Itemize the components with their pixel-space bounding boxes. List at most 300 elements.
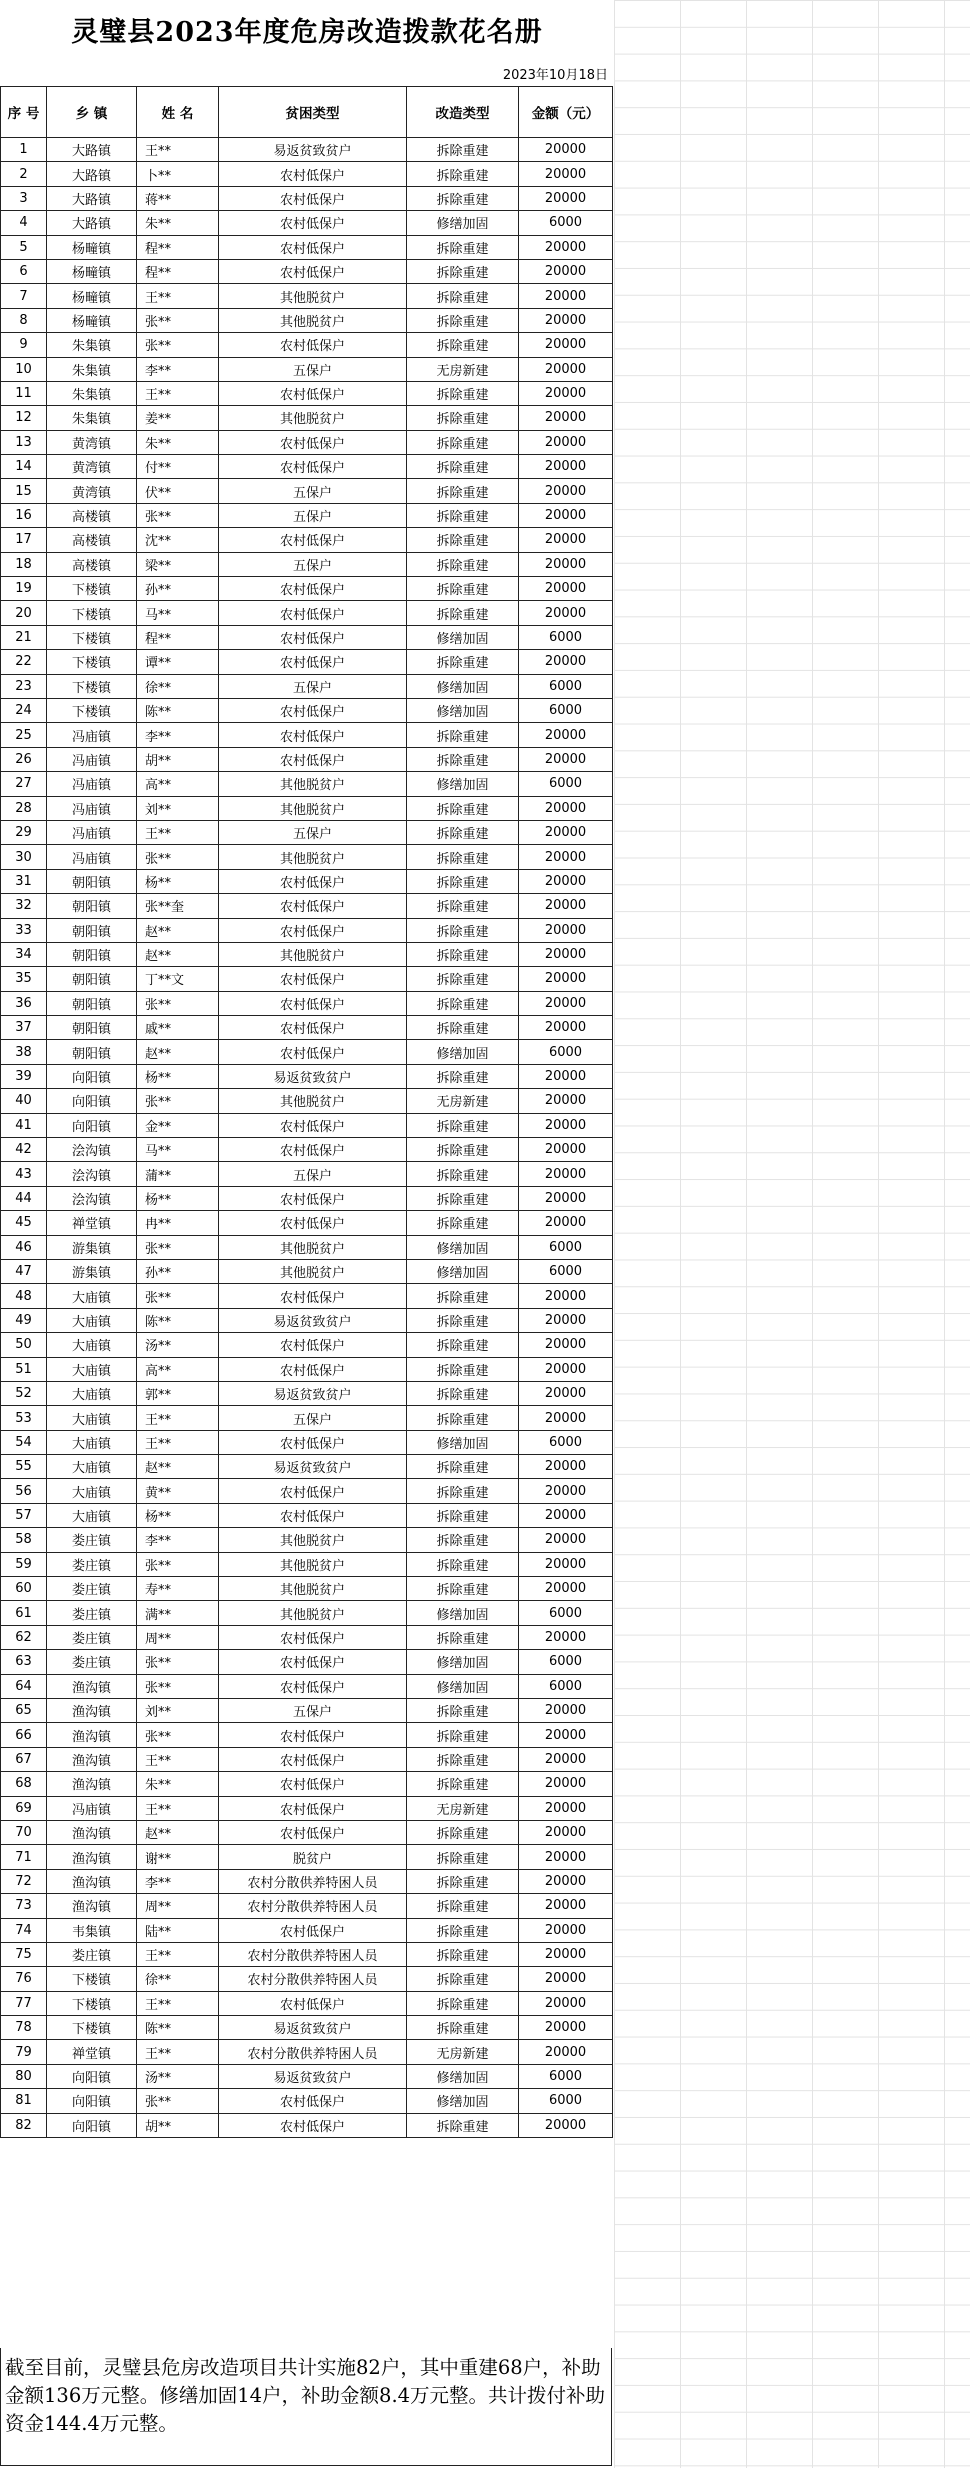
cell-index: 2 xyxy=(1,162,47,186)
cell-poverty-type: 易返贫致贫户 xyxy=(219,138,407,162)
cell-index: 43 xyxy=(1,1162,47,1186)
cell-township: 黄湾镇 xyxy=(47,479,137,503)
cell-township: 娄庄镇 xyxy=(47,1942,137,1966)
allocation-table xyxy=(0,86,613,2138)
cell-township: 下楼镇 xyxy=(47,2016,137,2040)
header-amount: 金额（元） xyxy=(519,87,613,138)
cell-index: 27 xyxy=(1,772,47,796)
cell-index: 5 xyxy=(1,235,47,259)
cell-name: 徐** xyxy=(137,674,219,698)
cell-renovation-type: 拆除重建 xyxy=(407,723,519,747)
table-row xyxy=(1,1333,613,1357)
cell-index: 60 xyxy=(1,1577,47,1601)
cell-township: 冯庙镇 xyxy=(47,796,137,820)
table-row xyxy=(1,747,613,771)
cell-poverty-type: 农村低保户 xyxy=(219,2113,407,2137)
cell-renovation-type: 拆除重建 xyxy=(407,918,519,942)
cell-renovation-type: 拆除重建 xyxy=(407,1186,519,1210)
cell-poverty-type: 五保户 xyxy=(219,820,407,844)
cell-poverty-type: 其他脱贫户 xyxy=(219,1089,407,1113)
cell-amount: 20000 xyxy=(519,430,613,454)
cell-index: 51 xyxy=(1,1357,47,1381)
cell-township: 朝阳镇 xyxy=(47,1040,137,1064)
cell-index: 14 xyxy=(1,455,47,479)
cell-amount: 6000 xyxy=(519,1259,613,1283)
table-row xyxy=(1,1601,613,1625)
cell-township: 大路镇 xyxy=(47,186,137,210)
cell-renovation-type: 拆除重建 xyxy=(407,503,519,527)
cell-index: 45 xyxy=(1,1211,47,1235)
table-row xyxy=(1,601,613,625)
cell-renovation-type: 拆除重建 xyxy=(407,1894,519,1918)
table-row xyxy=(1,235,613,259)
table-row xyxy=(1,552,613,576)
cell-amount: 20000 xyxy=(519,894,613,918)
cell-poverty-type: 农村低保户 xyxy=(219,1016,407,1040)
cell-name: 梁** xyxy=(137,552,219,576)
cell-name: 伏** xyxy=(137,479,219,503)
cell-amount: 20000 xyxy=(519,308,613,332)
cell-name: 王** xyxy=(137,1796,219,1820)
table-row xyxy=(1,2040,613,2064)
cell-name: 王** xyxy=(137,284,219,308)
cell-amount: 20000 xyxy=(519,942,613,966)
cell-poverty-type: 农村低保户 xyxy=(219,162,407,186)
table-row xyxy=(1,138,613,162)
cell-poverty-type: 其他脱贫户 xyxy=(219,796,407,820)
table-row xyxy=(1,333,613,357)
cell-index: 25 xyxy=(1,723,47,747)
table-row xyxy=(1,1942,613,1966)
cell-amount: 20000 xyxy=(519,1699,613,1723)
cell-name: 汤** xyxy=(137,2064,219,2088)
cell-amount: 20000 xyxy=(519,2040,613,2064)
cell-poverty-type: 农村低保户 xyxy=(219,455,407,479)
cell-renovation-type: 拆除重建 xyxy=(407,1918,519,1942)
cell-township: 大庙镇 xyxy=(47,1430,137,1454)
cell-poverty-type: 易返贫致贫户 xyxy=(219,2064,407,2088)
cell-name: 张** xyxy=(137,333,219,357)
cell-name: 郭** xyxy=(137,1381,219,1405)
cell-name: 张** xyxy=(137,1089,219,1113)
cell-name: 满** xyxy=(137,1601,219,1625)
cell-township: 朝阳镇 xyxy=(47,1016,137,1040)
cell-township: 冯庙镇 xyxy=(47,747,137,771)
cell-poverty-type: 脱贫户 xyxy=(219,1845,407,1869)
cell-name: 高** xyxy=(137,772,219,796)
cell-amount: 20000 xyxy=(519,601,613,625)
table-row xyxy=(1,698,613,722)
table-row xyxy=(1,1357,613,1381)
cell-township: 渔沟镇 xyxy=(47,1845,137,1869)
cell-renovation-type: 拆除重建 xyxy=(407,1162,519,1186)
cell-renovation-type: 拆除重建 xyxy=(407,1991,519,2015)
cell-name: 赵** xyxy=(137,1820,219,1844)
cell-poverty-type: 农村低保户 xyxy=(219,333,407,357)
cell-amount: 20000 xyxy=(519,186,613,210)
cell-amount: 20000 xyxy=(519,1308,613,1332)
cell-index: 9 xyxy=(1,333,47,357)
cell-name: 戚** xyxy=(137,1016,219,1040)
cell-name: 孙** xyxy=(137,1259,219,1283)
table-row xyxy=(1,308,613,332)
cell-renovation-type: 拆除重建 xyxy=(407,2016,519,2040)
cell-name: 马** xyxy=(137,1138,219,1162)
cell-renovation-type: 修缮加固 xyxy=(407,1674,519,1698)
cell-name: 陈** xyxy=(137,2016,219,2040)
cell-index: 46 xyxy=(1,1235,47,1259)
cell-amount: 20000 xyxy=(519,1479,613,1503)
cell-poverty-type: 其他脱贫户 xyxy=(219,406,407,430)
cell-renovation-type: 拆除重建 xyxy=(407,2113,519,2137)
cell-renovation-type: 修缮加固 xyxy=(407,1601,519,1625)
cell-index: 69 xyxy=(1,1796,47,1820)
cell-index: 15 xyxy=(1,479,47,503)
cell-amount: 20000 xyxy=(519,1820,613,1844)
cell-poverty-type: 农村低保户 xyxy=(219,1674,407,1698)
cell-index: 54 xyxy=(1,1430,47,1454)
table-row xyxy=(1,1820,613,1844)
cell-index: 71 xyxy=(1,1845,47,1869)
cell-name: 周** xyxy=(137,1625,219,1649)
header-township: 乡 镇 xyxy=(47,87,137,138)
cell-poverty-type: 其他脱贫户 xyxy=(219,1552,407,1576)
cell-township: 朱集镇 xyxy=(47,357,137,381)
cell-index: 50 xyxy=(1,1333,47,1357)
cell-poverty-type: 农村分散供养特困人员 xyxy=(219,1942,407,1966)
cell-township: 下楼镇 xyxy=(47,577,137,601)
cell-renovation-type: 拆除重建 xyxy=(407,162,519,186)
table-row xyxy=(1,772,613,796)
cell-index: 79 xyxy=(1,2040,47,2064)
header-renovation-type: 改造类型 xyxy=(407,87,519,138)
cell-name: 丁**文 xyxy=(137,967,219,991)
cell-township: 冯庙镇 xyxy=(47,772,137,796)
cell-renovation-type: 拆除重建 xyxy=(407,552,519,576)
table-row xyxy=(1,479,613,503)
cell-index: 26 xyxy=(1,747,47,771)
cell-index: 57 xyxy=(1,1503,47,1527)
cell-poverty-type: 农村低保户 xyxy=(219,1284,407,1308)
cell-township: 娄庄镇 xyxy=(47,1577,137,1601)
cell-name: 张**奎 xyxy=(137,894,219,918)
cell-poverty-type: 农村低保户 xyxy=(219,1991,407,2015)
cell-name: 张** xyxy=(137,308,219,332)
cell-township: 下楼镇 xyxy=(47,650,137,674)
cell-name: 杨** xyxy=(137,869,219,893)
cell-renovation-type: 拆除重建 xyxy=(407,1357,519,1381)
cell-township: 渔沟镇 xyxy=(47,1820,137,1844)
table-row xyxy=(1,1455,613,1479)
cell-township: 朝阳镇 xyxy=(47,942,137,966)
cell-name: 刘** xyxy=(137,1699,219,1723)
cell-amount: 20000 xyxy=(519,235,613,259)
cell-renovation-type: 修缮加固 xyxy=(407,772,519,796)
cell-poverty-type: 农村分散供养特困人员 xyxy=(219,1967,407,1991)
cell-renovation-type: 拆除重建 xyxy=(407,942,519,966)
cell-index: 29 xyxy=(1,820,47,844)
cell-township: 大庙镇 xyxy=(47,1406,137,1430)
cell-poverty-type: 农村低保户 xyxy=(219,1113,407,1137)
cell-name: 李** xyxy=(137,1869,219,1893)
cell-renovation-type: 拆除重建 xyxy=(407,138,519,162)
cell-name: 程** xyxy=(137,259,219,283)
cell-renovation-type: 拆除重建 xyxy=(407,1406,519,1430)
cell-township: 大庙镇 xyxy=(47,1455,137,1479)
cell-township: 娄庄镇 xyxy=(47,1625,137,1649)
cell-index: 4 xyxy=(1,211,47,235)
table-row xyxy=(1,1284,613,1308)
cell-renovation-type: 拆除重建 xyxy=(407,1381,519,1405)
cell-amount: 20000 xyxy=(519,918,613,942)
cell-township: 大庙镇 xyxy=(47,1357,137,1381)
cell-amount: 20000 xyxy=(519,1284,613,1308)
table-row xyxy=(1,1796,613,1820)
cell-township: 向阳镇 xyxy=(47,1064,137,1088)
cell-township: 朱集镇 xyxy=(47,381,137,405)
cell-poverty-type: 农村低保户 xyxy=(219,1357,407,1381)
cell-township: 冯庙镇 xyxy=(47,1796,137,1820)
cell-renovation-type: 拆除重建 xyxy=(407,259,519,283)
cell-poverty-type: 农村低保户 xyxy=(219,211,407,235)
cell-township: 大庙镇 xyxy=(47,1308,137,1332)
cell-township: 渔沟镇 xyxy=(47,1747,137,1771)
table-row xyxy=(1,1211,613,1235)
cell-renovation-type: 拆除重建 xyxy=(407,1016,519,1040)
table-row xyxy=(1,1918,613,1942)
cell-township: 下楼镇 xyxy=(47,1991,137,2015)
cell-amount: 20000 xyxy=(519,1381,613,1405)
cell-township: 大路镇 xyxy=(47,138,137,162)
cell-name: 王** xyxy=(137,1747,219,1771)
cell-poverty-type: 农村低保户 xyxy=(219,991,407,1015)
cell-renovation-type: 拆除重建 xyxy=(407,991,519,1015)
cell-renovation-type: 修缮加固 xyxy=(407,211,519,235)
cell-renovation-type: 拆除重建 xyxy=(407,869,519,893)
cell-township: 娄庄镇 xyxy=(47,1650,137,1674)
cell-renovation-type: 无房新建 xyxy=(407,357,519,381)
cell-index: 75 xyxy=(1,1942,47,1966)
cell-township: 向阳镇 xyxy=(47,2089,137,2113)
cell-amount: 20000 xyxy=(519,528,613,552)
cell-index: 8 xyxy=(1,308,47,332)
cell-amount: 20000 xyxy=(519,1138,613,1162)
cell-amount: 20000 xyxy=(519,1942,613,1966)
cell-index: 67 xyxy=(1,1747,47,1771)
cell-renovation-type: 拆除重建 xyxy=(407,894,519,918)
cell-poverty-type: 农村低保户 xyxy=(219,430,407,454)
cell-index: 44 xyxy=(1,1186,47,1210)
cell-amount: 20000 xyxy=(519,1552,613,1576)
cell-renovation-type: 拆除重建 xyxy=(407,1333,519,1357)
cell-name: 张** xyxy=(137,1650,219,1674)
cell-poverty-type: 其他脱贫户 xyxy=(219,1235,407,1259)
cell-index: 66 xyxy=(1,1723,47,1747)
cell-township: 杨疃镇 xyxy=(47,235,137,259)
cell-name: 王** xyxy=(137,1991,219,2015)
table-row xyxy=(1,1406,613,1430)
cell-index: 10 xyxy=(1,357,47,381)
table-row xyxy=(1,1577,613,1601)
cell-township: 娄庄镇 xyxy=(47,1552,137,1576)
cell-township: 向阳镇 xyxy=(47,2064,137,2088)
cell-poverty-type: 农村低保户 xyxy=(219,381,407,405)
cell-index: 55 xyxy=(1,1455,47,1479)
cell-poverty-type: 农村低保户 xyxy=(219,1796,407,1820)
cell-amount: 20000 xyxy=(519,1991,613,2015)
cell-poverty-type: 五保户 xyxy=(219,1162,407,1186)
cell-poverty-type: 其他脱贫户 xyxy=(219,1528,407,1552)
cell-township: 黄湾镇 xyxy=(47,455,137,479)
cell-index: 28 xyxy=(1,796,47,820)
cell-renovation-type: 拆除重建 xyxy=(407,333,519,357)
cell-poverty-type: 农村低保户 xyxy=(219,1747,407,1771)
table-row xyxy=(1,1016,613,1040)
cell-index: 80 xyxy=(1,2064,47,2088)
cell-renovation-type: 修缮加固 xyxy=(407,674,519,698)
table-row xyxy=(1,1894,613,1918)
cell-renovation-type: 拆除重建 xyxy=(407,1869,519,1893)
table-row xyxy=(1,1430,613,1454)
cell-renovation-type: 拆除重建 xyxy=(407,1113,519,1137)
table-row xyxy=(1,1089,613,1113)
cell-name: 姜** xyxy=(137,406,219,430)
cell-name: 张** xyxy=(137,503,219,527)
cell-renovation-type: 拆除重建 xyxy=(407,1747,519,1771)
cell-index: 31 xyxy=(1,869,47,893)
cell-index: 65 xyxy=(1,1699,47,1723)
cell-amount: 6000 xyxy=(519,772,613,796)
cell-poverty-type: 农村低保户 xyxy=(219,747,407,771)
cell-amount: 20000 xyxy=(519,967,613,991)
cell-poverty-type: 易返贫致贫户 xyxy=(219,1455,407,1479)
cell-name: 沈** xyxy=(137,528,219,552)
cell-renovation-type: 拆除重建 xyxy=(407,406,519,430)
cell-township: 渔沟镇 xyxy=(47,1772,137,1796)
cell-amount: 20000 xyxy=(519,259,613,283)
cell-renovation-type: 拆除重建 xyxy=(407,1723,519,1747)
table-row xyxy=(1,723,613,747)
cell-township: 高楼镇 xyxy=(47,528,137,552)
cell-name: 王** xyxy=(137,1942,219,1966)
cell-index: 81 xyxy=(1,2089,47,2113)
cell-index: 17 xyxy=(1,528,47,552)
cell-amount: 20000 xyxy=(519,1089,613,1113)
table-row xyxy=(1,211,613,235)
cell-renovation-type: 拆除重建 xyxy=(407,455,519,479)
cell-index: 42 xyxy=(1,1138,47,1162)
cell-poverty-type: 农村低保户 xyxy=(219,698,407,722)
cell-township: 高楼镇 xyxy=(47,552,137,576)
cell-renovation-type: 拆除重建 xyxy=(407,186,519,210)
table-row xyxy=(1,991,613,1015)
cell-poverty-type: 农村低保户 xyxy=(219,1650,407,1674)
cell-amount: 20000 xyxy=(519,2113,613,2137)
cell-township: 渔沟镇 xyxy=(47,1699,137,1723)
cell-renovation-type: 拆除重建 xyxy=(407,1845,519,1869)
cell-poverty-type: 易返贫致贫户 xyxy=(219,1381,407,1405)
cell-amount: 20000 xyxy=(519,333,613,357)
cell-township: 大庙镇 xyxy=(47,1333,137,1357)
cell-township: 向阳镇 xyxy=(47,2113,137,2137)
cell-township: 大庙镇 xyxy=(47,1479,137,1503)
table-row xyxy=(1,1503,613,1527)
cell-poverty-type: 农村低保户 xyxy=(219,1479,407,1503)
cell-township: 朝阳镇 xyxy=(47,918,137,942)
cell-name: 张** xyxy=(137,1284,219,1308)
cell-amount: 20000 xyxy=(519,1162,613,1186)
cell-poverty-type: 农村低保户 xyxy=(219,1625,407,1649)
cell-township: 冯庙镇 xyxy=(47,723,137,747)
cell-index: 37 xyxy=(1,1016,47,1040)
cell-poverty-type: 农村低保户 xyxy=(219,259,407,283)
cell-renovation-type: 拆除重建 xyxy=(407,1552,519,1576)
table-header-row xyxy=(1,87,613,138)
cell-name: 高** xyxy=(137,1357,219,1381)
table-row xyxy=(1,1650,613,1674)
cell-poverty-type: 农村低保户 xyxy=(219,1772,407,1796)
cell-poverty-type: 其他脱贫户 xyxy=(219,284,407,308)
cell-amount: 6000 xyxy=(519,1650,613,1674)
cell-township: 大庙镇 xyxy=(47,1503,137,1527)
cell-name: 寿** xyxy=(137,1577,219,1601)
cell-poverty-type: 易返贫致贫户 xyxy=(219,1064,407,1088)
table-row xyxy=(1,577,613,601)
cell-township: 大路镇 xyxy=(47,162,137,186)
cell-index: 61 xyxy=(1,1601,47,1625)
cell-poverty-type: 其他脱贫户 xyxy=(219,308,407,332)
cell-amount: 20000 xyxy=(519,1747,613,1771)
spreadsheet-gridlines xyxy=(614,0,970,2468)
cell-amount: 6000 xyxy=(519,1235,613,1259)
cell-amount: 20000 xyxy=(519,1357,613,1381)
cell-index: 78 xyxy=(1,2016,47,2040)
cell-township: 浍沟镇 xyxy=(47,1162,137,1186)
table-row xyxy=(1,455,613,479)
cell-amount: 20000 xyxy=(519,2016,613,2040)
table-row xyxy=(1,869,613,893)
cell-poverty-type: 农村低保户 xyxy=(219,918,407,942)
cell-township: 浍沟镇 xyxy=(47,1186,137,1210)
cell-index: 32 xyxy=(1,894,47,918)
cell-index: 18 xyxy=(1,552,47,576)
cell-name: 朱** xyxy=(137,211,219,235)
cell-poverty-type: 农村分散供养特困人员 xyxy=(219,2040,407,2064)
table-row xyxy=(1,1845,613,1869)
cell-name: 王** xyxy=(137,381,219,405)
cell-township: 浍沟镇 xyxy=(47,1138,137,1162)
table-row xyxy=(1,284,613,308)
cell-township: 渔沟镇 xyxy=(47,1674,137,1698)
cell-township: 下楼镇 xyxy=(47,601,137,625)
cell-poverty-type: 其他脱贫户 xyxy=(219,942,407,966)
cell-index: 53 xyxy=(1,1406,47,1430)
cell-amount: 20000 xyxy=(519,406,613,430)
cell-name: 张** xyxy=(137,1552,219,1576)
cell-renovation-type: 拆除重建 xyxy=(407,1455,519,1479)
cell-township: 下楼镇 xyxy=(47,674,137,698)
cell-amount: 20000 xyxy=(519,747,613,771)
cell-amount: 20000 xyxy=(519,869,613,893)
cell-index: 11 xyxy=(1,381,47,405)
cell-poverty-type: 农村分散供养特困人员 xyxy=(219,1869,407,1893)
cell-amount: 20000 xyxy=(519,479,613,503)
cell-name: 赵** xyxy=(137,1455,219,1479)
cell-township: 杨疃镇 xyxy=(47,308,137,332)
summary-text: 截至目前，灵璧县危房改造项目共计实施82户，其中重建68户，补助金额136万元整。修缮加固14户，补助金额8.4万元整。共计拨付补助资金144.4万元整。 xyxy=(0,2348,612,2466)
cell-township: 朝阳镇 xyxy=(47,894,137,918)
table-row xyxy=(1,1747,613,1771)
